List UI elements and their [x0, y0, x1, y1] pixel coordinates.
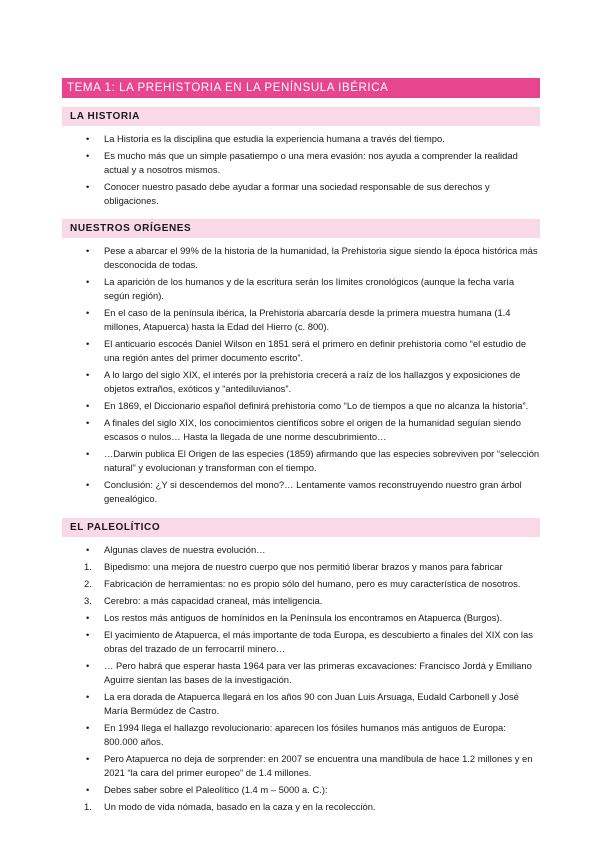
bullet-list: [62, 244, 540, 506]
list-item-text: El anticuario escocés Daniel Wilson en 1851 será el primero en definir prehistoria como “el estudio de una región antes del primer documento escrito”.: [104, 338, 527, 363]
list-item-text: Un modo de vida nómada, basado en la caza y en la recolección.: [104, 801, 376, 812]
list-item-text: Cerebro: a más capacidad craneal, más inteligencia.: [104, 595, 323, 606]
list-item-text: … Pero habrá que esperar hasta 1964 para ver las primeras excavaciones: Francisco Jordá y Emiliano Aguirre sientan las bases de la investigación.: [104, 660, 532, 685]
list-item-text: Algunas claves de nuestra evolución…: [104, 544, 266, 555]
list-item: [62, 659, 540, 687]
number-marker: 3.: [84, 595, 92, 606]
list-item: [62, 721, 540, 749]
bullet-marker: •: [86, 150, 90, 161]
number-marker: 1.: [84, 561, 92, 572]
document-title: TEMA 1: LA PREHISTORIA EN LA PENÍNSULA IBÉRICA: [62, 78, 540, 98]
bullet-marker: •: [86, 479, 90, 490]
list-item: [62, 752, 540, 780]
list-item-text: La era dorada de Atapuerca llegará en los años 90 con Juan Luis Arsuaga, Eudald Carbonell y José María Bermúdez de Castro.: [104, 691, 519, 716]
section-heading: LA HISTORIA: [62, 107, 540, 126]
bullet-marker: •: [86, 544, 90, 555]
bullet-marker: •: [86, 245, 90, 256]
list-item-text: A finales del siglo XIX, los conocimientos científicos sobre el origen de la humanidad seguían siendo escasos o nulos… Hasta la llegada de une norme descubrimiento…: [104, 417, 521, 442]
list-item: [62, 611, 540, 625]
list-item: [62, 399, 540, 413]
list-item-text: El yacimiento de Atapuerca, el más importante de toda Europa, es descubierto a finales del XIX con las obras del trazado de un ferrocarril minero…: [104, 629, 533, 654]
list-item-text: Pero Atapuerca no deja de sorprender: en 2007 se encuentra una mandíbula de hace 1.2 millones y en 2021 “la cara del primer europeo” de 1.4 millones.: [104, 753, 533, 778]
section: [62, 518, 540, 814]
bullet-marker: •: [86, 133, 90, 144]
list-item: [62, 478, 540, 506]
list-item: [62, 416, 540, 444]
list-item-text: La aparición de los humanos y de la escritura serán los límites cronológicos (aunque la fecha varía según región).: [104, 276, 515, 301]
list-item-text: Pese a abarcar el 99% de la historia de la humanidad, la Prehistoria sigue siendo la época histórica más desconocida de todas.: [104, 245, 538, 270]
bullet-marker: •: [86, 276, 90, 287]
section-heading: NUESTROS ORÍGENES: [62, 219, 540, 238]
list-item: [62, 447, 540, 475]
list-item: [62, 149, 540, 177]
list-item: [62, 577, 540, 591]
list-item-text: Es mucho más que un simple pasatiempo o una mera evasión: nos ayuda a comprender la realidad actual y a nosotros mismos.: [104, 150, 518, 175]
list-item: [62, 783, 540, 797]
number-marker: 1.: [84, 801, 92, 812]
bullet-marker: •: [86, 417, 90, 428]
list-item-text: Debes saber sobre el Paleolítico (1.4 m – 5000 a. C.):: [104, 784, 328, 795]
list-item-text: Bipedismo: una mejora de nuestro cuerpo que nos permitió liberar brazos y manos para fabricar: [104, 561, 503, 572]
bullet-marker: •: [86, 612, 90, 623]
list-item-text: En 1869, el Diccionario español definirá prehistoria como “Lo de tiempos a que no alcanza la historia”.: [104, 400, 529, 411]
sections-container: [62, 107, 540, 814]
list-item: [62, 628, 540, 656]
list-item: [62, 337, 540, 365]
list-item: [62, 368, 540, 396]
bullet-marker: •: [86, 784, 90, 795]
list-item-text: Los restos más antiguos de homínidos en la Península los encontramos en Atapuerca (Burgos).: [104, 612, 503, 623]
list-item: [62, 180, 540, 208]
list-item: [62, 594, 540, 608]
document-page: [62, 78, 540, 817]
list-item-text: En 1994 llega el hallazgo revolucionario: aparecen los fósiles humanos más antiguos de Europa: 800.000 años.: [104, 722, 506, 747]
list-item: [62, 543, 540, 557]
list-item-text: La Historia es la disciplina que estudia la experiencia humana a través del tiempo.: [104, 133, 445, 144]
list-item: [62, 132, 540, 146]
bullet-marker: •: [86, 338, 90, 349]
list-item-text: Conocer nuestro pasado debe ayudar a formar una sociedad responsable de sus derechos y obligaciones.: [104, 181, 490, 206]
list-item-text: Conclusión: ¿Y si descendemos del mono?… Lentamente vamos reconstruyendo nuestro gran árbol genealógico.: [104, 479, 522, 504]
bullet-marker: •: [86, 629, 90, 640]
bullet-marker: •: [86, 753, 90, 764]
list-item: [62, 690, 540, 718]
list-item: [62, 244, 540, 272]
list-item: [62, 275, 540, 303]
bullet-marker: •: [86, 400, 90, 411]
list-item: [62, 306, 540, 334]
list-item-text: Fabricación de herramientas: no es propio sólo del humano, pero es muy característica de nosotros.: [104, 578, 521, 589]
bullet-marker: •: [86, 691, 90, 702]
section: [62, 219, 540, 506]
list-item-text: …Darwin publica El Origen de las especies (1859) afirmando que las especies sobreviven por “selección natural” y evolucionan y transforman con el tiempo.: [104, 448, 540, 473]
list-item: [62, 800, 540, 814]
bullet-marker: •: [86, 722, 90, 733]
bullet-marker: •: [86, 660, 90, 671]
bullet-marker: •: [86, 307, 90, 318]
section: [62, 107, 540, 208]
bullet-list: [62, 543, 540, 814]
bullet-list: [62, 132, 540, 208]
list-item: [62, 560, 540, 574]
list-item-text: En el caso de la península ibérica, la Prehistoria abarcaría desde la primera muestra humana (1.4 millones, Atapuerca) hasta la Edad del Hierro (c. 800).: [104, 307, 511, 332]
number-marker: 2.: [84, 578, 92, 589]
list-item-text: A lo largo del siglo XIX, el interés por la prehistoria crecerá a raíz de los hallazgos y exposiciones de objetos extraños, exóticos y “antediluvianos”.: [104, 369, 521, 394]
bullet-marker: •: [86, 369, 90, 380]
bullet-marker: •: [86, 448, 90, 459]
section-heading: EL PALEOLÍTICO: [62, 518, 540, 537]
bullet-marker: •: [86, 181, 90, 192]
